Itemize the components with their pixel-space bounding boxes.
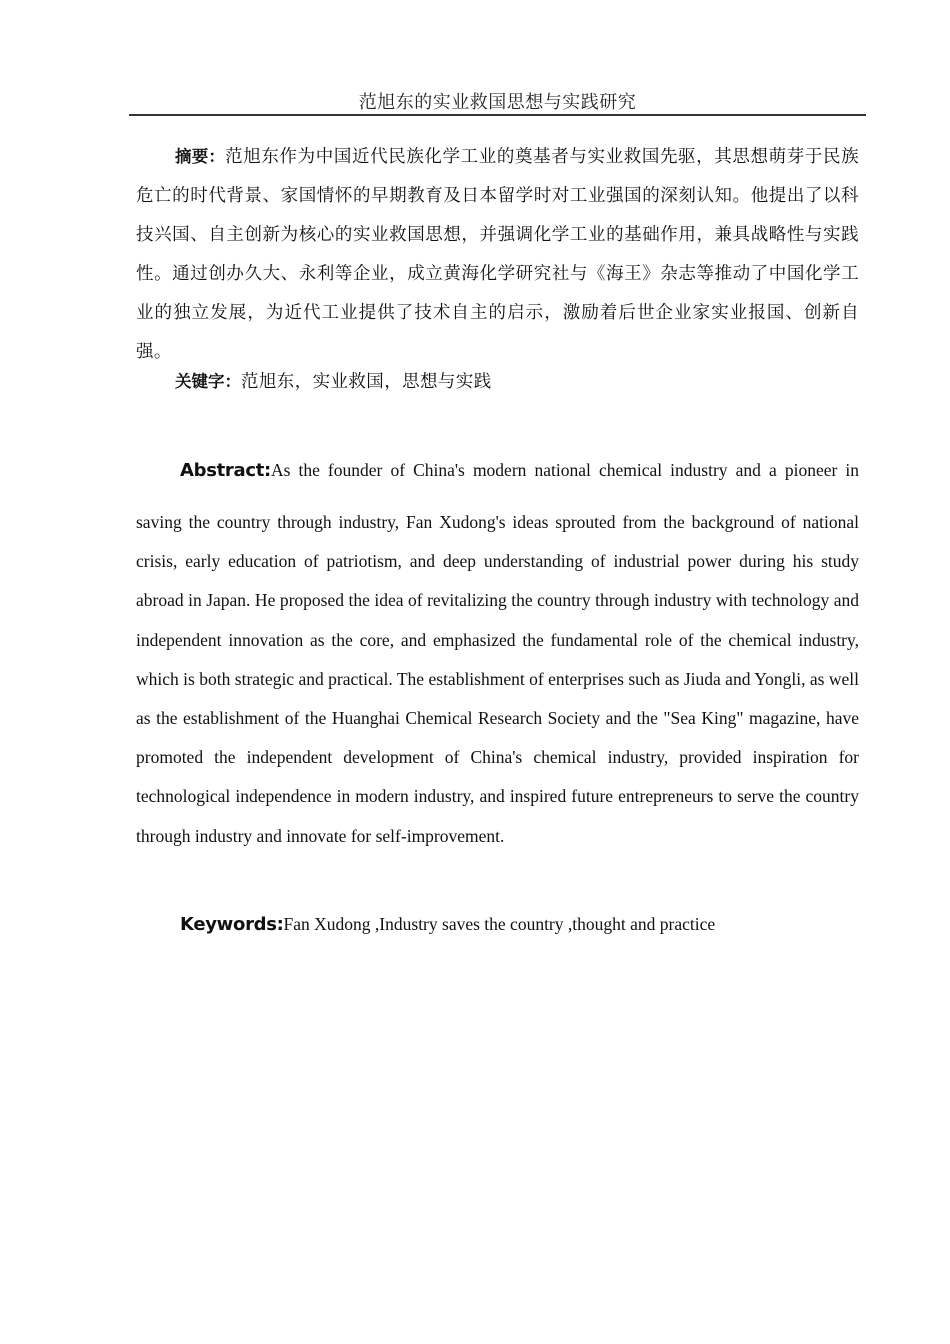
header-rule <box>129 114 866 116</box>
english-abstract-text: saving the country through industry, Fan Xudong's ideas sprouted from the background of national crisis, early education of patriotism, and deep understanding of industrial power during his study abroad in Japan. He proposed the idea of revitalizing the country through industry with technology and independent innovation as the core, and emphasized the fundamental role of the chemical industry, which is both strategic and practical. The establishment of enterprises such as Jiuda and Yongli, as well as the establishment of the Huanghai Chemical Research Society and the "Sea King" magazine, have promoted the independent development of China's chemical industry, provided inspiration for technological independence in modern industry, and inspired future entrepreneurs to serve the country through industry and innovate for self-improvement. <box>136 512 859 846</box>
chinese-abstract <box>136 137 859 372</box>
english-abstract <box>136 452 859 856</box>
english-abstract-first-line <box>136 452 859 489</box>
chinese-keywords-text: 范旭东，实业救国，思想与实践 <box>241 372 492 392</box>
english-abstract-label: Abstract: <box>180 460 271 481</box>
chinese-keywords <box>175 365 865 399</box>
english-abstract-first-text: As the founder of China's modern national chemical industry and a pioneer in <box>270 460 859 480</box>
chinese-abstract-text: 范旭东作为中国近代民族化学工业的奠基者与实业救国先驱，其思想萌芽于民族危亡的时代背景、家国情怀的早期教育及日本留学时对工业强国的深刻认知。他提出了以科技兴国、自主创新为核心的实业救国思想，并强调化学工业的基础作用，兼具战略性与实践性。通过创办久大、永利等企业，成立黄海化学研究社与《海王》杂志等推动了中国化学工业的独立发展，为近代工业提供了技术自主的启示，激励着后世企业家实业报国、创新自强。 <box>136 147 860 362</box>
english-keywords <box>180 907 870 942</box>
chinese-keywords-label: 关键字： <box>175 372 241 391</box>
english-keywords-text: Fan Xudong ,Industry saves the country ,thought and practice <box>283 914 716 934</box>
english-keywords-label: Keywords: <box>180 914 284 935</box>
chinese-abstract-label: 摘要： <box>175 147 226 166</box>
running-header-title: 范旭东的实业救国思想与实践研究 <box>358 92 637 112</box>
